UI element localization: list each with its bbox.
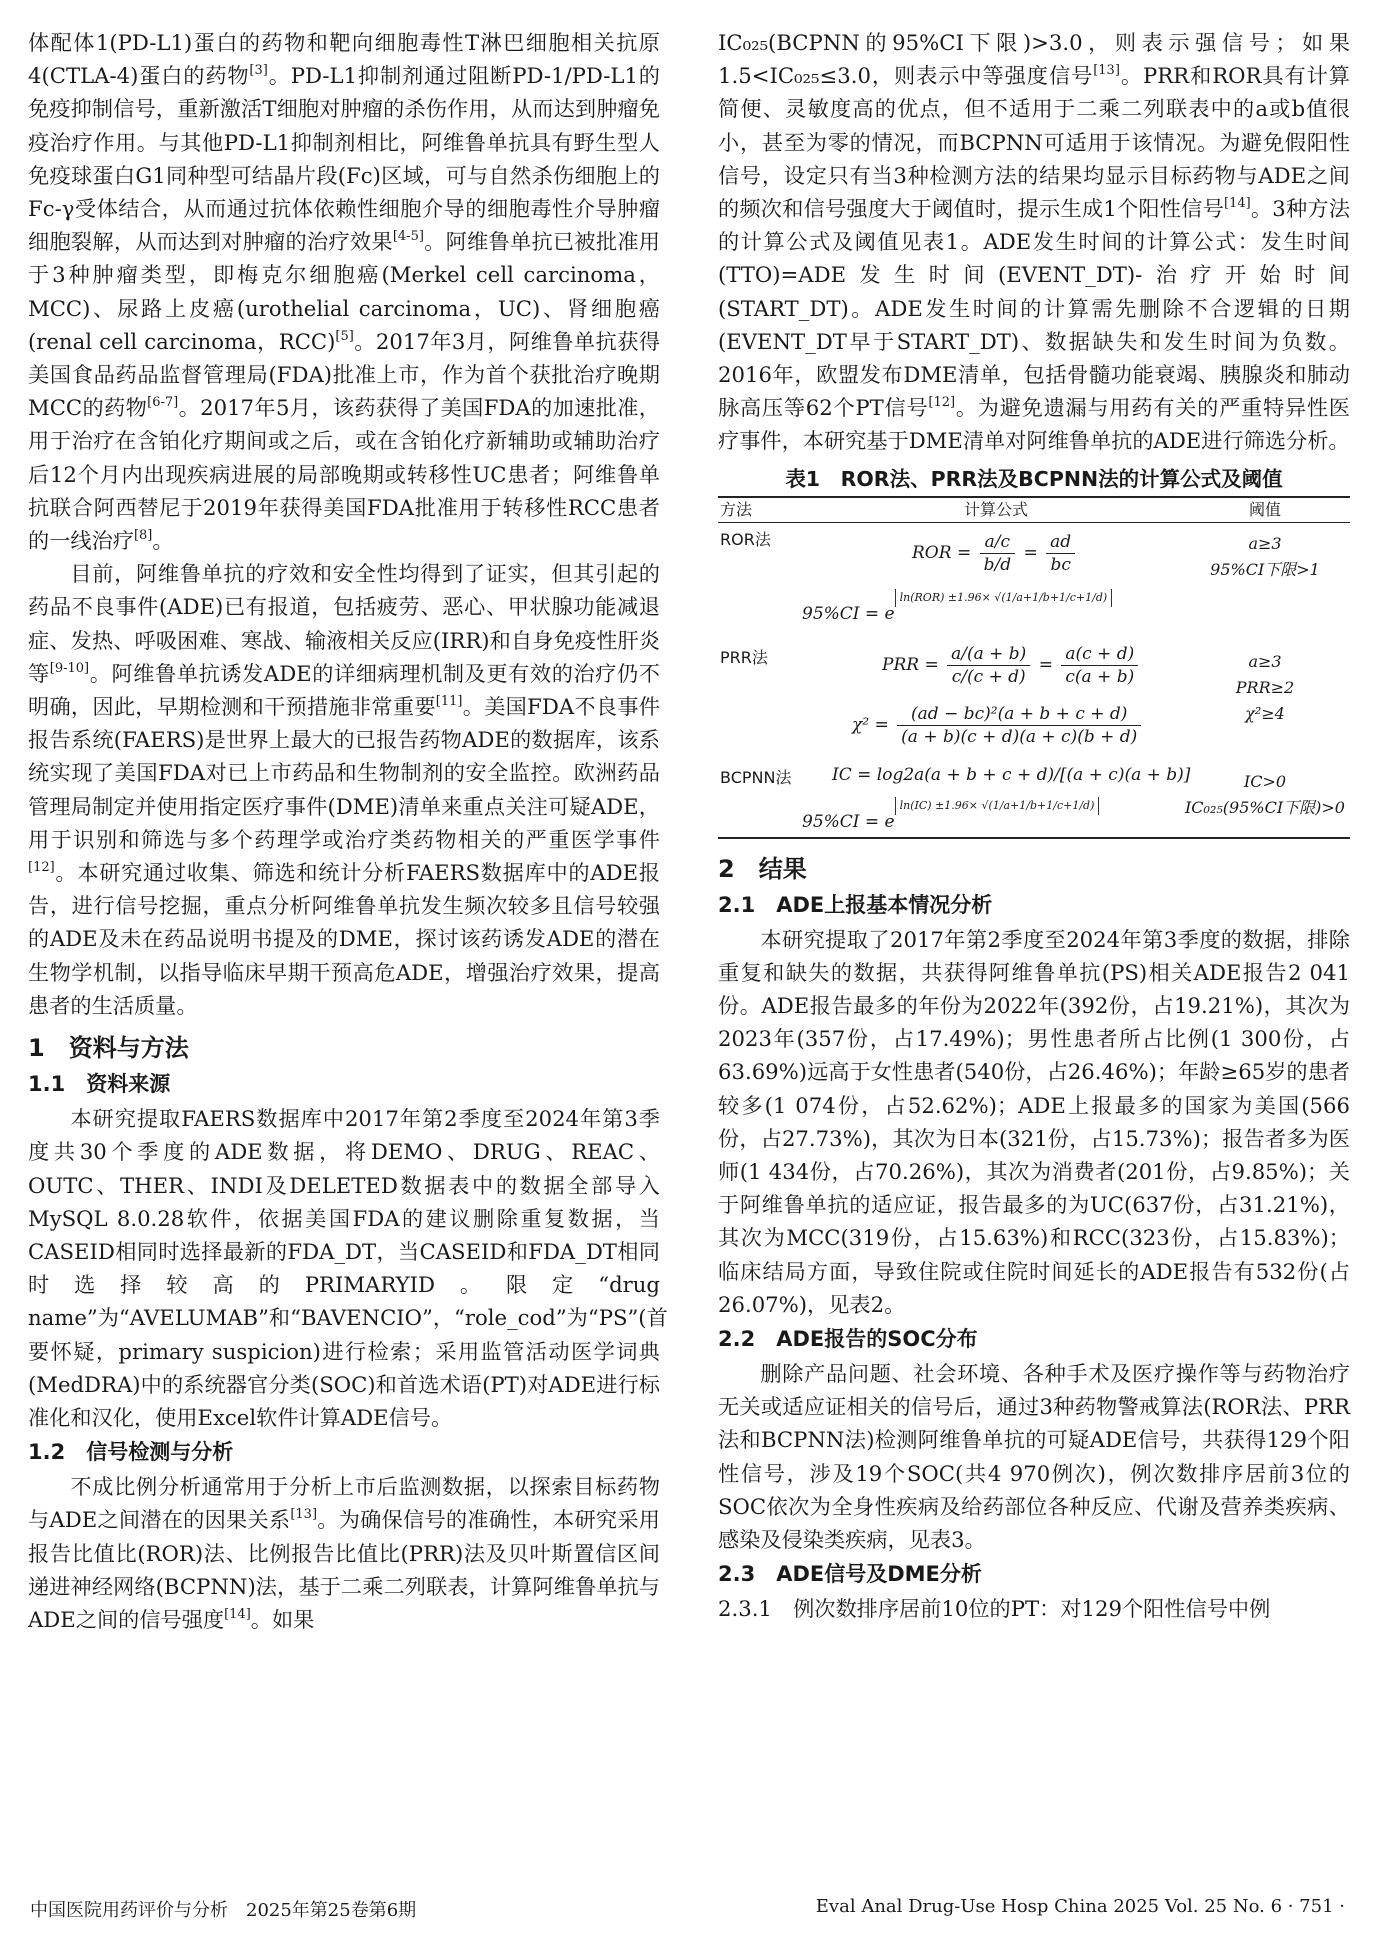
paragraph: 删除产品问题、社会环境、各种手术及医疗操作等与药物治疗无关或适应证相关的信号后，通过3种药物警戒算法(ROR法、PRR法和BCPNN法)检测阿维鲁单抗的可疑ADE信号，共获得129个阳性信号，涉及19个SOC(共4 970例次)，例次数排序居前3位的SOC依次为全身性疾病及给药部位各种反应、代谢及营养类疾病、感染及侵染类疾病，见表3。	[718, 1361, 1350, 1553]
formula-cell	[802, 761, 1191, 837]
table-caption: 表1 ROR法、PRR法及BCPNN法的计算公式及阈值	[785, 466, 1283, 491]
subsection-heading: 2.3 ADE信号及DME分析	[718, 1562, 982, 1587]
method-cell: PRR法	[720, 647, 768, 667]
subsection-heading: 1.1 资料来源	[28, 1072, 171, 1097]
table-header-cell: 阈值	[1248, 499, 1281, 519]
paragraph: IC₀₂₅(BCPNN的95%CI下限)>3.0，则表示强信号；如果1.5<IC₀₂₅≤3.0，则表示中等强度信号[13]。PRR和ROR具有计算简便、灵敏度高的优点，但不适用于二乘二列联表中的a或b值很小，甚至为零的情况，而BCPNN可适用于该情况。为避免假阳性信号，设定只有当3种检测方法的结果均显示目标药物与ADE之间的频次和信号强度大于阈值时，提示生成1个阳性信号[14]。3种方法的计算公式及阈值见表1。ADE发生时间的计算公式：发生时间(TTO)=ADE发生时间(EVENT_DT)-治疗开始时间(START_DT)。ADE发生时间的计算需先删除不合逻辑的日期(EVENT_DT早于START_DT)、数据缺失和发生时间为负数。2016年，欧盟发布DME清单，包括骨髓功能衰竭、胰腺炎和肺动脉高压等62个PT信号[12]。为避免遗漏与用药有关的严重特异性医疗事件，本研究基于DME清单对阿维鲁单抗的ADE进行筛选分析。	[718, 30, 1351, 454]
table-row	[718, 523, 1350, 641]
ror-formula: ROR = $\frac{a/c}{b/d}$ = $\frac{ad}{bc}$	[912, 531, 1078, 576]
section-heading: 2 结果	[718, 854, 807, 883]
paragraph: 2.3.1 例次数排序居前10位的PT：对129个阳性信号中例	[718, 1596, 1271, 1622]
left-column	[28, 26, 668, 1636]
chi-square-formula: χ² = $\frac{\text{(ad − bc)²(a + b + c + d)}}{(a + b)(c + d)(a + c)(b + d)}$	[852, 703, 1144, 748]
paragraph: 体配体1(PD-L1)蛋白的药物和靶向细胞毒性T淋巴细胞相关抗原4(CTLA-4)蛋白的药物[3]。PD-L1抑制剂通过阻断PD-1/PD-L1的免疫抑制信号，重新激活T细胞对肿瘤的杀伤作用，从而达到肿瘤免疫治疗作用。与其他PD-L1抑制剂相比，阿维鲁单抗具有野生型人免疫球蛋白G1同种型可结晶片段(Fc)区域，可与自然杀伤细胞上的Fc-γ受体结合，从而通过抗体依赖性细胞介导的细胞毒性介导肿瘤细胞裂解，从而达到对肿瘤的治疗效果[4-5]。阿维鲁单抗已被批准用于3种肿瘤类型，即梅克尔细胞癌(Merkel cell carcinoma，MCC)、尿路上皮癌(urothelial carcinoma，UC)、肾细胞癌(renal cell carcinoma，RCC)[5]。2017年3月，阿维鲁单抗获得美国食品药品监督管理局(FDA)批准上市，作为首个获批治疗晚期MCC的药物[6-7]。2017年5月，该药获得了美国FDA的加速批准，用于治疗在含铂化疗期间或之后，或在含铂化疗新辅助或辅助治疗后12个月内出现疾病进展的局部晚期或转移性UC患者；阿维鲁单抗联合阿西替尼于2019年获得美国FDA批准用于转移性RCC患者的一线治疗[8]。	[28, 30, 661, 554]
table-row	[718, 641, 1350, 761]
journal-footer: 中国医院用药评价与分析 2025年第25卷第6期	[30, 1900, 417, 1921]
paragraph: 不成比例分析通常用于分析上市后监测数据，以探索目标药物与ADE之间潜在的因果关系[13]。为确保信号的准确性，本研究采用报告比值比(ROR)法、比例报告比值比(PRR)法及贝叶斯置信区间递进神经网络(BCPNN)法，基于二乘二列联表，计算阿维鲁单抗与ADE之间的信号强度[14]。如果	[28, 1474, 660, 1632]
threshold-cell: a≥3 PRR≥2 χ²≥4	[1235, 651, 1295, 723]
table-header-cell: 计算公式	[963, 499, 1028, 519]
threshold-cell: IC>0 IC₀₂₅(95%CI下限)>0	[1184, 771, 1345, 817]
method-cell: BCPNN法	[720, 767, 792, 787]
right-column	[718, 26, 1350, 1626]
prr-formula: PRR = $\frac{a/(a + b)}{c/(c + d)}$ = $\frac{a(c + d)}{c(a + b)}$	[882, 643, 1141, 688]
subsection-heading: 2.2 ADE报告的SOC分布	[718, 1327, 978, 1352]
table-header-row	[718, 498, 1350, 523]
page-number-footer: Eval Anal Drug-Use Hosp China 2025 Vol. 25 No. 6 · 751 ·	[815, 1896, 1345, 1917]
formula-cell	[802, 523, 1180, 641]
section-heading: 1 资料与方法	[28, 1034, 189, 1063]
formula-table	[718, 496, 1350, 839]
subsection-heading: 1.2 信号检测与分析	[28, 1440, 234, 1465]
method-cell: ROR法	[720, 529, 771, 549]
formula-cell	[812, 641, 1180, 761]
paragraph: 目前，阿维鲁单抗的疗效和安全性均得到了证实，但其引起的药品不良事件(ADE)已有报道，包括疲劳、恶心、甲状腺功能减退症、发热、呼吸困难、寒战、输液相关反应(IRR)和自身免疫性肝炎等[9-10]。阿维鲁单抗诱发ADE的详细病理机制及更有效的治疗仍不明确，因此，早期检测和干预措施非常重要[11]。美国FDA不良事件报告系统(FAERS)是世界上最大的已报告药物ADE的数据库，该系统实现了美国FDA对已上市药品和生物制剂的安全监控。欧洲药品管理局制定并使用指定医疗事件(DME)清单来重点关注可疑ADE，用于识别和筛选与多个药理学或治疗类药物相关的严重医学事件[12]。本研究通过收集、筛选和统计分析FAERS数据库中的ADE报告，进行信号挖掘，重点分析阿维鲁单抗发生频次较多且信号较强的ADE及未在药品说明书提及的DME，探讨该药诱发ADE的潜在生物学机制，以指导临床早期干预高危ADE，增强治疗效果，提高患者的生活质量。	[28, 561, 660, 1018]
ic-ci-formula: 95%CI = eln(IC) ±1.96× √(1/a+1/b+1/c+1/d)	[802, 797, 1099, 832]
ic-formula: IC = log2a(a + b + c + d)/[(a + c)(a + b)]	[832, 764, 1191, 785]
threshold-cell: a≥3 95%CI下限>1	[1210, 533, 1320, 579]
paragraph: 本研究提取了2017年第2季度至2024年第3季度的数据，排除重复和缺失的数据，共获得阿维鲁单抗(PS)相关ADE报告2 041份。ADE报告最多的年份为2022年(392份，占19.21%)，其次为2023年(357份，占17.49%)；男性患者所占比例(1 300份，占63.69%)远高于女性患者(540份，占26.46%)；年龄≥65岁的患者较多(1 074份，占52.62%)；ADE上报最多的国家为美国(566份，占27.73%)，其次为日本(321份，占15.73%)；报告者多为医师(1 434份，占70.26%)，其次为消费者(201份，占9.85%)；关于阿维鲁单抗的适应证，报告最多的为UC(637份，占31.21%)，其次为MCC(319份，占15.63%)和RCC(323份，占15.83%)；临床结局方面，导致住院或住院时间延长的ADE报告有532份(占26.07%)，见表2。	[718, 926, 1350, 1317]
paragraph: 本研究提取FAERS数据库中2017年第2季度至2024年第3季度共30个季度的ADE数据，将DEMO、DRUG、REAC、OUTC、THER、INDI及DELETED数据表中的数据全部导入MySQL 8.0.28软件，依据美国FDA的建议删除重复数据，当CASEID相同时选择最新的FDA_DT，当CASEID和FDA_DT相同时选择较高的PRIMARYID。限定“drug name”为“AVELUMAB”和“BAVENCIO”，“role_cod”为“PS”(首要怀疑，primary suspicion)进行检索；采用监管活动医学词典(MedDRA)中的系统器官分类(SOC)和首选术语(PT)对ADE进行标准化和汉化，使用Excel软件计算ADE信号。	[28, 1106, 668, 1430]
table-row	[718, 761, 1350, 837]
subsection-heading: 2.1 ADE上报基本情况分析	[718, 892, 993, 917]
ror-ci-formula: 95%CI = eln(ROR) ±1.96× √(1/a+1/b+1/c+1/d)	[802, 589, 1112, 624]
table-header-cell: 方法	[720, 499, 753, 519]
